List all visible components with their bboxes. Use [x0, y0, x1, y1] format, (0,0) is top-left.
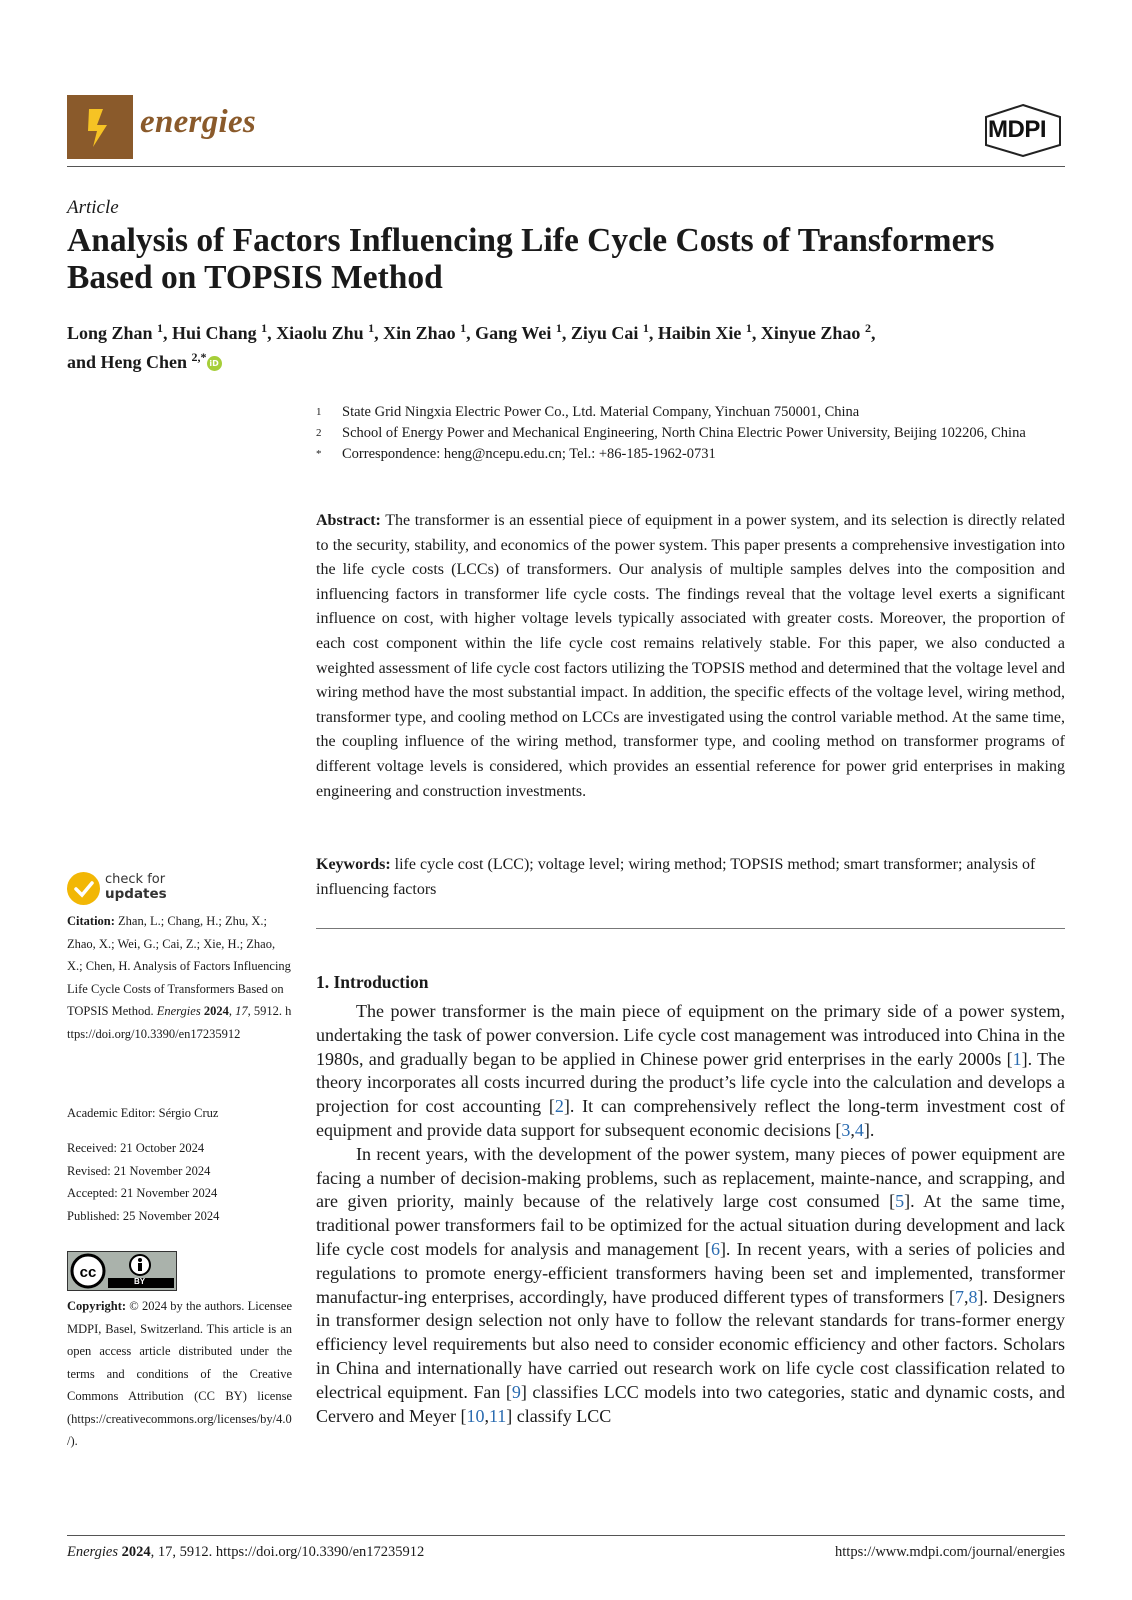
- author-name[interactable]: Xiaolu Zhu: [276, 323, 364, 343]
- citation-volume: 17: [235, 1004, 248, 1018]
- author-list: Long Zhan $^1$, Hui Chang $^1$, Xiaolu Zhu $^1$, Xin Zhao $^1$, Gang Wei $^1$, Ziyu Cai $^1$, Haibin Xie $^1$, Xinyue Zhao $^2$, and Heng Chen $^{2,*}$ iD: [67, 321, 876, 372]
- keywords-text: life cycle cost (LCC); voltage level; wiring method; TOPSIS method; smart transformer; analysis of influencing factors: [316, 856, 1036, 898]
- orcid-icon[interactable]: iD: [207, 356, 222, 371]
- svg-text:cc: cc: [79, 1264, 97, 1281]
- author-affiliation-mark: 2,*: [191, 350, 207, 364]
- check-for-label: check for: [105, 872, 166, 887]
- lightning-bolt-icon: [67, 95, 133, 159]
- footer-citation: [67, 1544, 424, 1561]
- reference-link[interactable]: 11: [488, 1405, 507, 1426]
- paragraph: In recent years, with the development of the power system, many pieces of power equipment are facing a number of decision-making problems, such as replacement, mainte-nance, and scrapping, and are given priority, mainly because of the relatively large cost consumed [5]. At the same time, traditional power transformers fail to be optimized for the actual situation during development and lack life cycle cost models for analysis and management [6]. In recent years, with a series of policies and regulations to promote energy-efficient transformers having been set and implemented, transformer manufactur-ing enterprises, accordingly, have produced different types of transformers [7,8]. Designers in transformer design selection not only have to follow the relevant standards for trans-former energy efficiency level requirements but also need to consider economic efficiency and other factors. Scholars in China and internationally have carried out research work on life cycle cost classification related to electrical equipment. Fan [9] classifies LCC models into two categories, static and dynamic costs, and Cervero and Meyer [10,11] classify LCC: [316, 1143, 1066, 1426]
- author-name[interactable]: Xin Zhao: [383, 323, 456, 343]
- citation: Citation: Zhan, L.; Chang, H.; Zhu, X.; Zhao, X.; Wei, G.; Cai, Z.; Xie, H.; Zhao, X.; Chen, H. Analysis of Factors Influencing Life Cycle Costs of Transformers Based on TOPSIS Method. Energies 2024, 17, 5912. https://doi.org/10.3390/en17235912: [67, 914, 292, 1041]
- cc-by-label: BY: [134, 1277, 146, 1286]
- copyright-label: Copyright:: [67, 1299, 127, 1313]
- reference-link[interactable]: 8: [968, 1286, 978, 1307]
- author-affiliation-mark: 1: [555, 321, 562, 335]
- footer-year: 2024: [121, 1544, 151, 1560]
- affiliation-mark: 2: [316, 427, 322, 439]
- footer-divider: [67, 1535, 1065, 1536]
- copyright-text: © 2024 by the authors. Licensee MDPI, Basel, Switzerland. This article is an open access article distributed under the terms and conditions of the Creative Commons Attribution (CC BY) license (https://creativecommons.org/licenses/by/4.0/).: [67, 1299, 293, 1448]
- article-type: Article: [67, 197, 119, 218]
- abstract-label: Abstract:: [316, 512, 381, 529]
- footer-doi[interactable]: , 17, 5912. https://doi.org/10.3390/en17235912: [150, 1544, 425, 1560]
- keywords-label: Keywords:: [316, 856, 391, 873]
- citation-journal: Energies: [156, 1004, 201, 1018]
- date-line: Received: 21 October 2024: [67, 1141, 205, 1155]
- author-affiliation-mark: 1: [460, 321, 467, 335]
- section-heading: 1. Introduction: [316, 972, 429, 992]
- author-affiliation-mark: 1: [642, 321, 649, 335]
- abstract: [316, 509, 1065, 804]
- footer-journal-url[interactable]: https://www.mdpi.com/journal/energies: [835, 1544, 1065, 1560]
- reference-link[interactable]: 7: [955, 1286, 964, 1307]
- publication-dates: [67, 1137, 292, 1227]
- reference-link[interactable]: 4: [854, 1119, 864, 1140]
- author-affiliation-mark: 1: [157, 321, 164, 335]
- author-joiner: and: [67, 352, 97, 372]
- date-line: Revised: 21 November 2024: [67, 1163, 211, 1178]
- cc-by-license-badge[interactable]: [67, 1251, 177, 1291]
- check-for-updates-badge[interactable]: [67, 872, 187, 908]
- affiliation-item: [316, 423, 1056, 444]
- date-line: Published: 25 November 2024: [67, 1208, 220, 1223]
- date-line: Accepted: 21 November 2024: [67, 1186, 218, 1200]
- affiliations: [316, 402, 1056, 465]
- reference-link[interactable]: 3: [841, 1119, 851, 1140]
- abstract-text: The transformer is an essential piece of equipment in a power system, and its selection is directly related to the security, stability, and economics of the power system. This paper presents a comprehensive investigation into the life cycle costs (LCCs) of transformers. Our analysis of multiple samples delves into the composition and influencing factors in transformer life cycle costs. The findings reveal that the voltage level exerts a significant influence on cost, with higher voltage levels typically associated with greater costs. Moreover, the proportion of each cost component within the life cycle cost remains relatively stable. For this paper, we also conducted a weighted assessment of life cycle cost factors utilizing the TOPSIS method and determined that the voltage level and wiring method have the most substantial impact. In addition, the specific effects of the voltage level, wiring method, transformer type, and cooling method on LCCs are investigated using the control variable method. At the same time, the coupling influence of the wiring method, transformer type, and cooling method on transformer programs of different voltage levels is considered, which provides an essential reference for power grid enterprises in making engineering and construction investments.: [316, 512, 1065, 800]
- author-affiliation-mark: 2: [864, 321, 871, 335]
- affiliation-mark: 1: [316, 406, 322, 418]
- reference-link[interactable]: 9: [511, 1381, 521, 1402]
- author-affiliation-mark: 1: [261, 321, 268, 335]
- citation-text: Zhan, L.; Chang, H.; Zhu, X.; Zhao, X.; Wei, G.; Cai, Z.; Xie, H.; Zhao, X.; Chen, H. Analysis of Factors Influencing Life Cycle Costs of Transformers Based on TOPSIS Method.: [67, 914, 291, 1018]
- citation-label: Citation:: [67, 914, 115, 928]
- check-icon: [67, 872, 100, 905]
- citation-year: 2024: [203, 1004, 229, 1018]
- reference-link[interactable]: 6: [710, 1238, 720, 1259]
- keywords: [316, 853, 1065, 902]
- affiliation-text: State Grid Ningxia Electric Power Co., Ltd. Material Company, Yinchuan 750001, China: [342, 404, 860, 420]
- author-affiliation-mark: 1: [368, 321, 375, 335]
- affiliation-text: School of Energy Power and Mechanical Engineering, North China Electric Power University, Beijing 102206, China: [342, 425, 1026, 441]
- paragraph: The power transformer is the main piece of equipment on the primary side of a power system, undertaking the task of power conversion. Life cycle cost management was introduced into China in the 1980s, and gradually began to be applied in Chinese power grid enterprises in the early 2000s [1]. The theory incorporates all costs incurred during the product’s life cycle into the calculation and develops a projection for cost accounting [2]. It can comprehensively reflect the long-term investment cost of equipment and provide data support for subsequent economic decisions [3,4].: [316, 1001, 1066, 1140]
- author-name[interactable]: Long Zhan: [67, 323, 153, 343]
- author-name[interactable]: Gang Wei: [475, 323, 552, 343]
- copyright: [67, 1295, 292, 1453]
- affiliation-text: Correspondence: heng@ncepu.edu.cn; Tel.: +86-185-1962-0731: [342, 446, 716, 462]
- reference-link[interactable]: 10: [466, 1405, 485, 1426]
- updates-label: updates: [105, 886, 167, 902]
- section-divider: [316, 928, 1065, 929]
- author-name[interactable]: Haibin Xie: [657, 323, 742, 343]
- author-name[interactable]: Ziyu Cai: [570, 323, 639, 343]
- author-name[interactable]: Xinyue Zhao: [760, 323, 861, 343]
- publisher-logo[interactable]: [982, 103, 1064, 162]
- article-title: Analysis of Factors Influencing Life Cycle Costs of Transformers Based on TOPSIS Method: [67, 222, 995, 296]
- academic-editor: Academic Editor: Sérgio Cruz: [67, 1106, 219, 1120]
- author-affiliation-mark: 1: [745, 321, 752, 335]
- reference-link[interactable]: 2: [554, 1096, 564, 1117]
- affiliation-item: [316, 444, 1056, 465]
- reference-link[interactable]: 1: [1012, 1048, 1022, 1069]
- header-divider: [67, 166, 1065, 167]
- author-name[interactable]: Heng Chen: [100, 352, 188, 372]
- publisher-name: MDPI: [988, 116, 1046, 143]
- journal-logo: [67, 95, 133, 159]
- author-name[interactable]: Hui Chang: [172, 323, 257, 343]
- affiliation-mark: *: [316, 448, 322, 460]
- citation-doi[interactable]: https://doi.org/10.3390/en17235912: [67, 1004, 292, 1041]
- creative-commons-icon: [68, 1252, 176, 1290]
- affiliation-item: [316, 402, 1056, 423]
- journal-name[interactable]: energies: [140, 104, 257, 140]
- footer-journal: Energies: [67, 1544, 119, 1560]
- reference-link[interactable]: 5: [895, 1191, 905, 1212]
- citation-pages: , 5912.: [247, 1004, 282, 1018]
- introduction-body: [316, 1000, 1065, 1428]
